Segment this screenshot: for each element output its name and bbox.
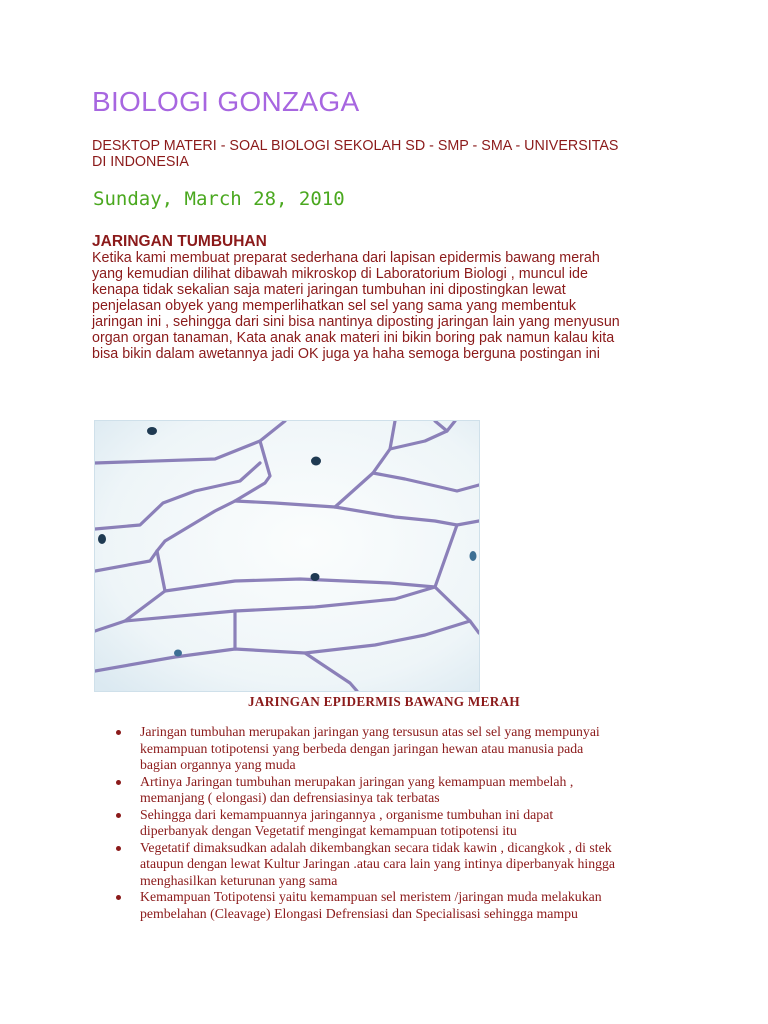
onion-epidermis-micrograph: [94, 420, 480, 692]
post-title[interactable]: JARINGAN TUMBUHAN: [92, 233, 267, 250]
figure-caption: JARINGAN EPIDERMIS BAWANG MERAH: [248, 694, 520, 709]
post-body-line: bisa bikin dalam awetannya jadi OK juga ya haha semoga berguna postingan ini: [92, 346, 600, 362]
cell-nucleus: [470, 551, 477, 561]
list-item-line: Kemampuan Totipotensi yaitu kemampuan sel meristem /jaringan muda melakukan: [140, 889, 602, 904]
micrograph-image: [95, 421, 479, 691]
blog-description: [92, 138, 692, 170]
list-item-line: Sehingga dari kemampuannya jaringannya , organisme tumbuhan ini dapat: [140, 806, 554, 822]
post-body-line: jaringan ini , sehingga dari sini bisa nantinya diposting jaringan lain yang menyusun: [92, 314, 620, 330]
list-item-line: kemampuan totipotensi yang berbeda dengan jaringan hewan atau manusia pada: [140, 740, 584, 756]
post-body-line: penjelasan obyek yang memperlihatkan sel sel yang sama yang membentuk: [92, 298, 576, 314]
list-item-text: [140, 840, 615, 890]
list-item: [0, 724, 615, 774]
post-body-line: kenapa tidak sekalian saja materi jaringan tumbuhan ini dipostingkan lewat: [92, 282, 566, 298]
bullet-icon: [116, 780, 121, 785]
list-item: [0, 807, 615, 840]
list-item: [0, 889, 615, 922]
cell-nucleus: [311, 573, 320, 581]
list-item: [0, 774, 615, 807]
blog-description-line: DI INDONESIA: [92, 154, 189, 170]
list-item-line: bagian organnya yang muda: [140, 757, 296, 772]
list-item-line: Vegetatif dimaksudkan adalah dikembangkan secara tidak kawin , dicangkok , di stek: [140, 839, 612, 855]
list-item-line: Jaringan tumbuhan merupakan jaringan yang tersusun atas sel sel yang mempunyai: [140, 724, 600, 739]
cell-nucleus: [174, 650, 182, 657]
bullet-icon: [116, 846, 121, 851]
list-item-line: menghasilkan keturunan yang sama: [140, 872, 338, 888]
post-body-line: organ organ tanaman, Kata anak anak materi ini bikin boring pak namun kalau kita: [92, 330, 615, 346]
cell-nucleus: [98, 534, 106, 544]
post-body-line: yang kemudian dilihat dibawah mikroskop di Laboratorium Biologi , muncul ide: [92, 266, 588, 282]
cell-nucleus: [311, 457, 321, 466]
list-item-text: [140, 807, 615, 840]
list-item-line: Artinya Jaringan tumbuhan merupakan jaringan yang kemampuan membelah ,: [140, 773, 574, 789]
bullet-icon: [116, 813, 121, 818]
list-item-text: [140, 774, 615, 807]
blog-description-line: DESKTOP MATERI - SOAL BIOLOGI SEKOLAH SD - SMP - SMA - UNIVERSITAS: [92, 138, 619, 154]
post-body-line: Ketika kami membuat preparat sederhana dari lapisan epidermis bawang merah: [92, 250, 600, 266]
list-item-text: [140, 724, 615, 774]
list-item-line: ataupun dengan lewat Kultur Jaringan .atau cara lain yang intinya diperbanyak hingga: [140, 856, 616, 871]
bullet-list: [0, 724, 615, 922]
post-body: [92, 250, 672, 362]
bullet-icon: [116, 895, 121, 900]
list-item-line: diperbanyak dengan Vegetatif mengingat kemampuan totipotensi itu: [140, 823, 517, 838]
list-item-text: [140, 889, 615, 922]
list-item: [0, 840, 615, 890]
list-item-line: pembelahan (Cleavage) Elongasi Defrensiasi dan Specialisasi sehingga mampu: [140, 905, 578, 921]
list-item-line: memanjang ( elongasi) dan defrensiasinya tak terbatas: [140, 790, 440, 805]
blog-title[interactable]: BIOLOGI GONZAGA: [92, 86, 360, 117]
post-date: Sunday, March 28, 2010: [93, 188, 345, 210]
bullet-icon: [116, 730, 121, 735]
cell-nucleus: [147, 427, 157, 435]
